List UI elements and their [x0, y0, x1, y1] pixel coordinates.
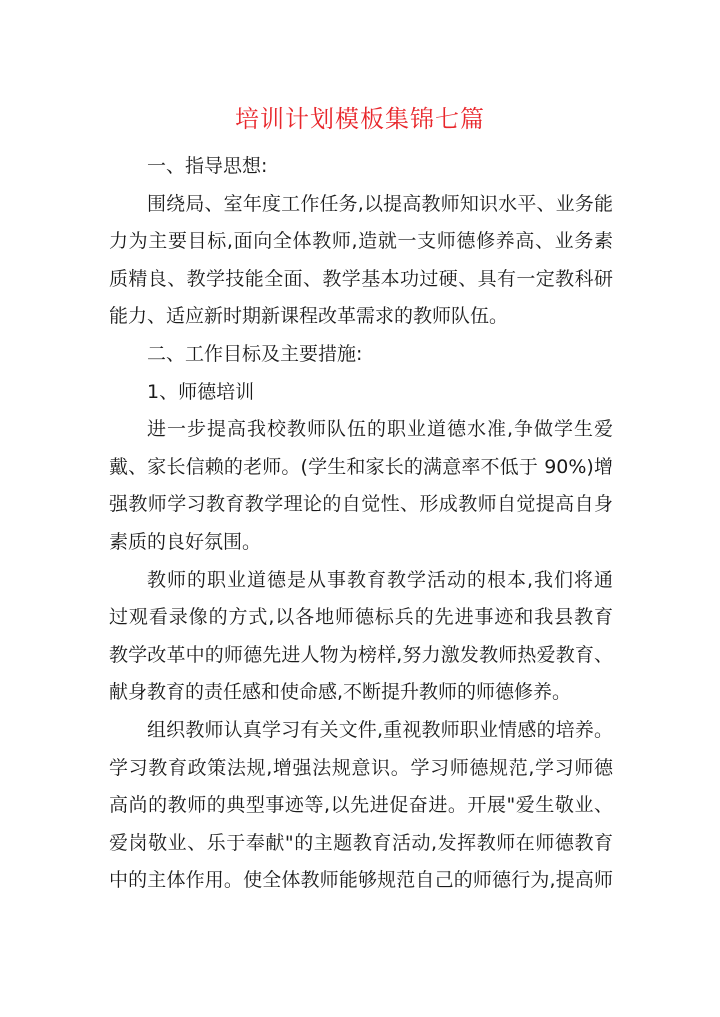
- section-heading-guiding-thought: 一、指导思想:: [147, 155, 268, 177]
- paragraph-line: 高尚的教师的典型事迹等,以先进促奋进。开展"爱生敬业、: [109, 794, 613, 817]
- paragraph-line: 进一步提高我校教师队伍的职业道德水准,争做学生爱: [147, 418, 613, 441]
- paragraph-line: 力为主要目标,面向全体教师,造就一支师德修养高、业务素: [109, 230, 613, 253]
- paragraph-line: 教师的职业道德是从事教育教学活动的根本,我们将通: [147, 568, 613, 591]
- paragraph-line: 教学改革中的师德先进人物为榜样,努力激发教师热爱教育、: [109, 643, 613, 666]
- paragraph-line: 爱岗敬业、乐于奉献"的主题教育活动,发挥教师在师德教育: [109, 831, 613, 854]
- paragraph-line: 素质的良好氛围。: [109, 530, 262, 553]
- paragraph-line: 围绕局、室年度工作任务,以提高教师知识水平、业务能: [147, 192, 613, 215]
- paragraph-line: 中的主体作用。使全体教师能够规范自己的师德行为,提高师: [109, 869, 613, 892]
- document-body: [109, 148, 613, 900]
- section-heading-goals-measures: 二、工作目标及主要措施:: [147, 342, 363, 365]
- paragraph-line: 献身教育的责任感和使命感,不断提升教师的师德修养。: [109, 681, 572, 704]
- paragraph-line: 组织教师认真学习有关文件,重视教师职业情感的培养。: [147, 718, 613, 741]
- paragraph-line: 过观看录像的方式,以各地师德标兵的先进事迹和我县教育: [109, 606, 613, 629]
- document-title: 培训计划模板集锦七篇: [235, 105, 485, 133]
- subsection-heading-ethics-training: 1、师德培训: [147, 380, 255, 403]
- paragraph-line: 能力、适应新时期新课程改革需求的教师队伍。: [109, 305, 509, 328]
- paragraph-line: 戴、家长信赖的老师。(学生和家长的满意率不低于 90%)增: [109, 455, 613, 478]
- paragraph-line: 质精良、教学技能全面、教学基本功过硬、具有一定教科研: [109, 267, 613, 290]
- paragraph-line: 学习教育政策法规,增强法规意识。学习师德规范,学习师德: [109, 756, 613, 779]
- paragraph-line: 强教师学习教育教学理论的自觉性、形成教师自觉提高自身: [109, 493, 613, 516]
